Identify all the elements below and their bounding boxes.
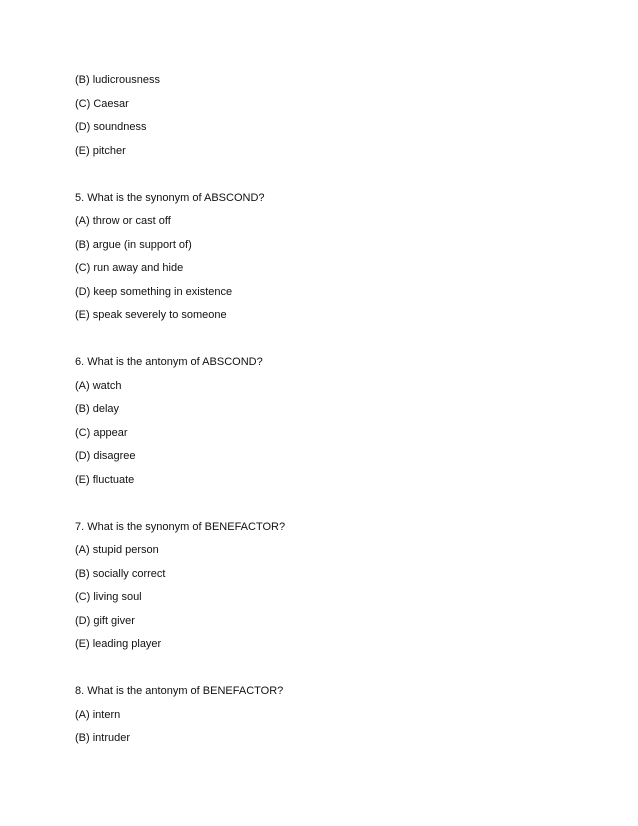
option-line: (D) soundness (75, 121, 147, 133)
option-line: (A) intern (75, 708, 121, 721)
option-line: (D) gift giver (75, 614, 135, 627)
question-block-7 (75, 520, 595, 652)
option-line: (E) fluctuate (75, 473, 135, 486)
question-text: 5. What is the synonym of ABSCOND? (75, 191, 265, 204)
option-line: (E) leading player (75, 638, 162, 650)
option-line: (A) throw or cast off (75, 215, 171, 227)
document-content (75, 73, 595, 755)
option-line: (B) delay (75, 403, 120, 415)
option-line: (A) stupid person (75, 544, 159, 556)
option-line: (A) watch (75, 379, 122, 392)
question-text: 7. What is the synonym of BENEFACTOR? (75, 520, 286, 533)
option-line: (C) living soul (75, 591, 142, 603)
question-text: 8. What is the antonym of BENEFACTOR? (75, 685, 284, 697)
option-line: (D) keep something in existence (75, 285, 233, 298)
question-text: 6. What is the antonym of ABSCOND? (75, 356, 263, 368)
question-block-6 (75, 355, 595, 487)
option-line: (C) run away and hide (75, 262, 184, 274)
option-line: (E) pitcher (75, 144, 126, 157)
option-line: (B) ludicrousness (75, 74, 160, 86)
question-block-8 (75, 684, 595, 745)
option-line: (B) argue (in support of) (75, 238, 192, 251)
spacer (75, 167, 595, 191)
option-line: (D) disagree (75, 450, 136, 462)
option-line: (C) Caesar (75, 97, 129, 110)
spacer (75, 496, 595, 520)
option-line: (C) appear (75, 426, 128, 439)
spacer (75, 332, 595, 356)
previous-question-options (75, 73, 595, 158)
question-block-5 (75, 191, 595, 323)
option-line: (E) speak severely to someone (75, 309, 227, 321)
option-line: (B) intruder (75, 732, 131, 744)
spacer (75, 661, 595, 685)
option-line: (B) socially correct (75, 567, 166, 580)
